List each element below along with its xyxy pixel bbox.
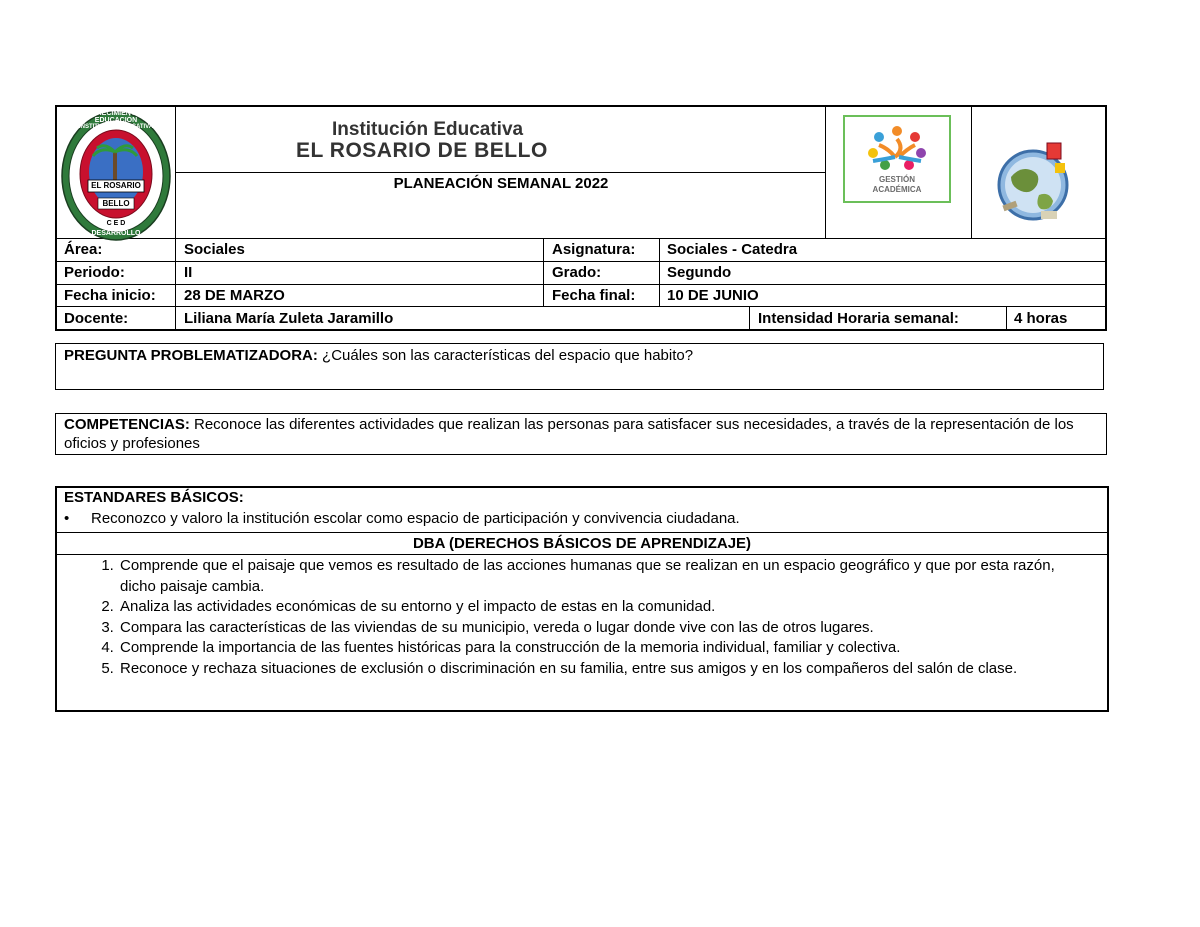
fecha-inicio-value: 28 DE MARZO xyxy=(184,287,285,304)
bullet-icon: • xyxy=(64,510,70,527)
divider xyxy=(543,239,544,307)
grado-label: Grado: xyxy=(552,264,602,281)
docente-label: Docente: xyxy=(64,310,129,327)
seal-ring-inner: INSTITUCIÓN EDUCATIVA xyxy=(78,124,154,130)
seal-ring-bottom: DESARROLLO xyxy=(91,230,141,237)
dba-item-1: 1. Comprende que el paisaje que vemos es resultado de las acciones humanas que se realizan en un espacio geográfico y que por esta razón, dicho paisaje cambia. xyxy=(118,556,1076,597)
competencias-label: COMPETENCIAS: xyxy=(64,416,190,433)
divider xyxy=(175,239,176,330)
divider xyxy=(971,106,972,239)
divider xyxy=(659,239,660,307)
seal-base: BELLO xyxy=(102,199,130,208)
estandares-label: ESTANDARES BÁSICOS: xyxy=(64,489,244,506)
gestion-line1: GESTIÓN xyxy=(878,175,915,184)
fecha-final-value: 10 DE JUNIO xyxy=(667,287,759,304)
intensidad-value: 4 horas xyxy=(1014,310,1068,327)
divider xyxy=(56,261,1106,262)
seal-motto: C E D xyxy=(106,220,126,227)
fecha-final-label: Fecha final: xyxy=(552,287,636,304)
competencias xyxy=(64,415,1094,453)
divider xyxy=(56,238,1106,239)
pregunta-problematizadora xyxy=(64,346,1094,365)
institution-line1: Institución Educativa xyxy=(332,119,524,140)
asignatura-value: Sociales - Catedra xyxy=(667,241,798,258)
divider xyxy=(176,172,826,173)
divider xyxy=(56,284,1106,285)
dba-list xyxy=(56,556,1076,679)
gestion-academica-logo xyxy=(843,115,951,203)
school-seal-logo xyxy=(60,108,172,244)
divider xyxy=(56,532,1108,533)
divider xyxy=(56,306,1106,307)
intensidad-label: Intensidad Horaria semanal: xyxy=(758,310,959,327)
area-label: Área: xyxy=(64,241,103,258)
docente-value: Liliana María Zuleta Jaramillo xyxy=(184,310,394,327)
divider xyxy=(1006,307,1007,330)
seal-banner: EL ROSARIO xyxy=(91,181,141,190)
divider xyxy=(56,554,1108,555)
dba-item-2: 2. Analiza las actividades económicas de su entorno y el impacto de estas en la comunidad. xyxy=(118,597,1076,618)
institution-line2: EL ROSARIO DE BELLO xyxy=(296,139,548,162)
pregunta-text: ¿Cuáles son las características del espacio que habito? xyxy=(317,347,694,364)
institution-name xyxy=(296,120,676,162)
pregunta-label: PREGUNTA PROBLEMATIZADORA: xyxy=(64,347,318,364)
divider xyxy=(749,307,750,330)
periodo-label: Periodo: xyxy=(64,264,125,281)
grado-value: Segundo xyxy=(667,264,732,281)
estandares-item: Reconozco y valoro la institución escolar como espacio de participación y convivencia ciudadana. xyxy=(91,510,740,527)
dba-item-5: 5. Reconoce y rechaza situaciones de exclusión o discriminación en su familia, entre sus amigos y en los compañeros del salón de clase. xyxy=(118,659,1076,680)
dba-title: DBA (DERECHOS BÁSICOS DE APRENDIZAJE) xyxy=(412,535,752,552)
asignatura-label: Asignatura: xyxy=(552,241,636,258)
dba-item-3: 3. Compara las características de las viviendas de su municipio, vereda o lugar donde vive con las de otros lugares. xyxy=(118,618,1076,639)
periodo-value: II xyxy=(184,264,193,281)
dba-item-4: 4. Comprende la importancia de las fuentes históricas para la construcción de la memoria individual, familiar y colectiva. xyxy=(118,638,1076,659)
page-title: PLANEACIÓN SEMANAL 2022 xyxy=(393,175,609,192)
gestion-line2: ACADÉMICA xyxy=(872,185,922,194)
competencias-text: Reconoce las diferentes actividades que realizan las personas para satisfacer sus necesidades, a través de la representación de los oficios y profesiones xyxy=(64,416,1074,452)
fecha-inicio-label: Fecha inicio: xyxy=(64,287,156,304)
globe-icon xyxy=(993,137,1079,227)
area-value: Sociales xyxy=(184,241,245,258)
dba-items xyxy=(56,556,1076,679)
seal-ring-top: CRECIMIENTO EDUCACIÓN xyxy=(91,110,141,124)
